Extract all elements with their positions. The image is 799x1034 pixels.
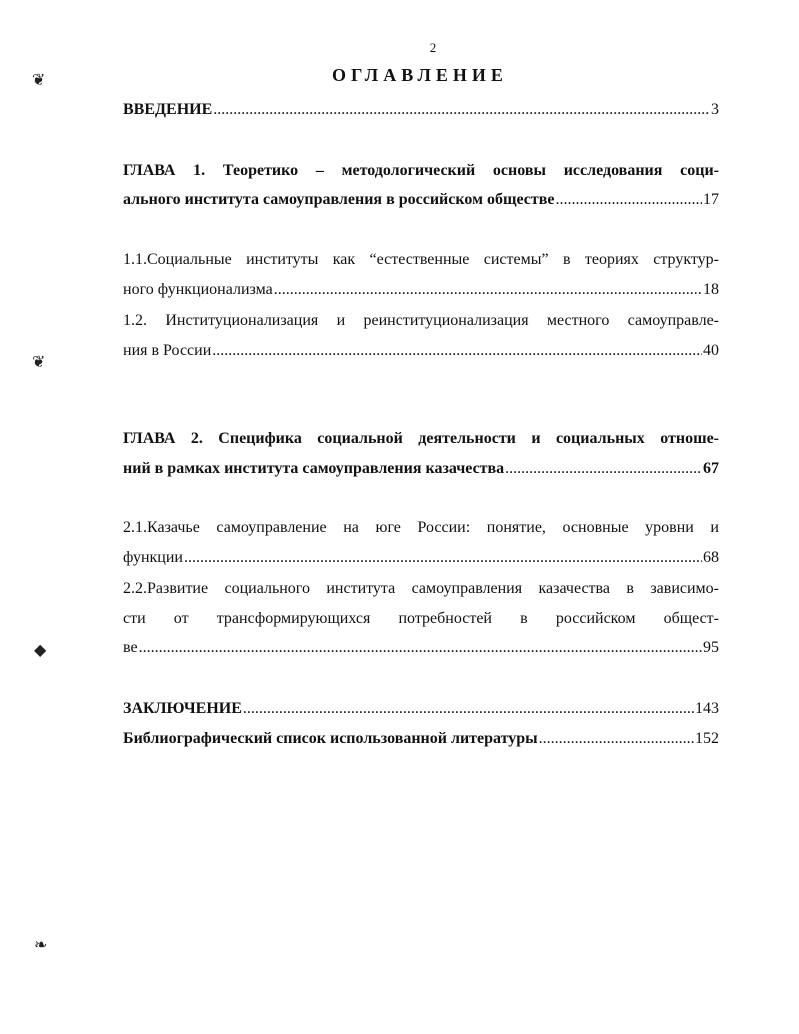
scan-mark: ❧ — [34, 937, 48, 954]
dot-leader — [274, 279, 702, 301]
toc-entry-conclusion — [123, 698, 719, 720]
toc-page-number: 143 — [695, 700, 719, 717]
page-title: ОГЛАВЛЕНИЕ — [332, 65, 508, 85]
toc-section-1-2-line-1: 1.2. Институционализация и реинституционализация местного самоуправле- — [123, 312, 719, 329]
toc-page-number: 95 — [703, 639, 719, 656]
toc-section-2-1-line-1: 2.1.Казачье самоуправление на юге России: понятие, основные уровни и — [123, 519, 719, 536]
toc-chapter-2-line-1: ГЛАВА 2. Специфика социальной деятельности и социальных отноше- — [123, 430, 719, 447]
dot-leader — [139, 637, 702, 659]
toc-chapter-1-line-1: ГЛАВА 1. Теоретико – методологический основы исследования соци- — [123, 162, 719, 179]
toc-entry-label: ве — [123, 639, 138, 656]
toc-section-2-1-line-2 — [123, 547, 719, 569]
toc-page-number: 3 — [711, 101, 719, 118]
toc-page-number: 152 — [695, 730, 719, 747]
toc-chapter-2-line-2 — [123, 458, 719, 480]
toc-section-2-2-line-3 — [123, 637, 719, 659]
dot-leader — [505, 458, 702, 480]
toc-entry-label: ния в России — [123, 342, 212, 359]
toc-page-number: 18 — [703, 281, 719, 298]
page-number: 2 — [429, 40, 437, 55]
toc-entry-label: функции — [123, 549, 183, 566]
toc-section-2-2-line-1: 2.2.Развитие социального института самоуправления казачества в зависимо- — [123, 580, 719, 597]
toc-chapter-1-line-2 — [123, 189, 719, 211]
toc-section-1-2-line-2 — [123, 340, 719, 362]
toc-entry-label: ного функционализма — [123, 281, 273, 298]
dot-leader — [212, 340, 702, 362]
toc-page-number: 67 — [703, 460, 719, 477]
toc-entry-intro — [123, 99, 719, 121]
dot-leader — [184, 547, 702, 569]
toc-section-2-2-line-2: сти от трансформирующихся потребностей в российском общест- — [123, 610, 719, 627]
toc-section-1-1-line-1: 1.1.Социальные институты как “естественные системы” в теориях структур- — [123, 251, 719, 268]
toc-entry-label: ний в рамках института самоуправления казачества — [123, 460, 505, 477]
toc-entry-label: Библиографический список использованной литературы — [123, 730, 538, 747]
scan-mark: ❦ — [32, 72, 46, 89]
toc-entry-label: ВВЕДЕНИЕ — [123, 101, 213, 118]
toc-page-number: 17 — [703, 191, 719, 208]
toc-page-number: 40 — [703, 342, 719, 359]
toc-entry-label: ального института самоуправления в российском обществе — [123, 191, 555, 208]
scan-mark: ❦ — [32, 354, 46, 371]
dot-leader — [213, 99, 710, 121]
toc-entry-label: ЗАКЛЮЧЕНИЕ — [123, 700, 242, 717]
toc-entry-bibliography — [123, 728, 719, 750]
dot-leader — [243, 698, 694, 720]
dot-leader — [539, 728, 694, 750]
dot-leader — [555, 189, 702, 211]
toc-section-1-1-line-2 — [123, 279, 719, 301]
toc-page-number: 68 — [703, 549, 719, 566]
scan-mark: ◆ — [34, 642, 47, 659]
